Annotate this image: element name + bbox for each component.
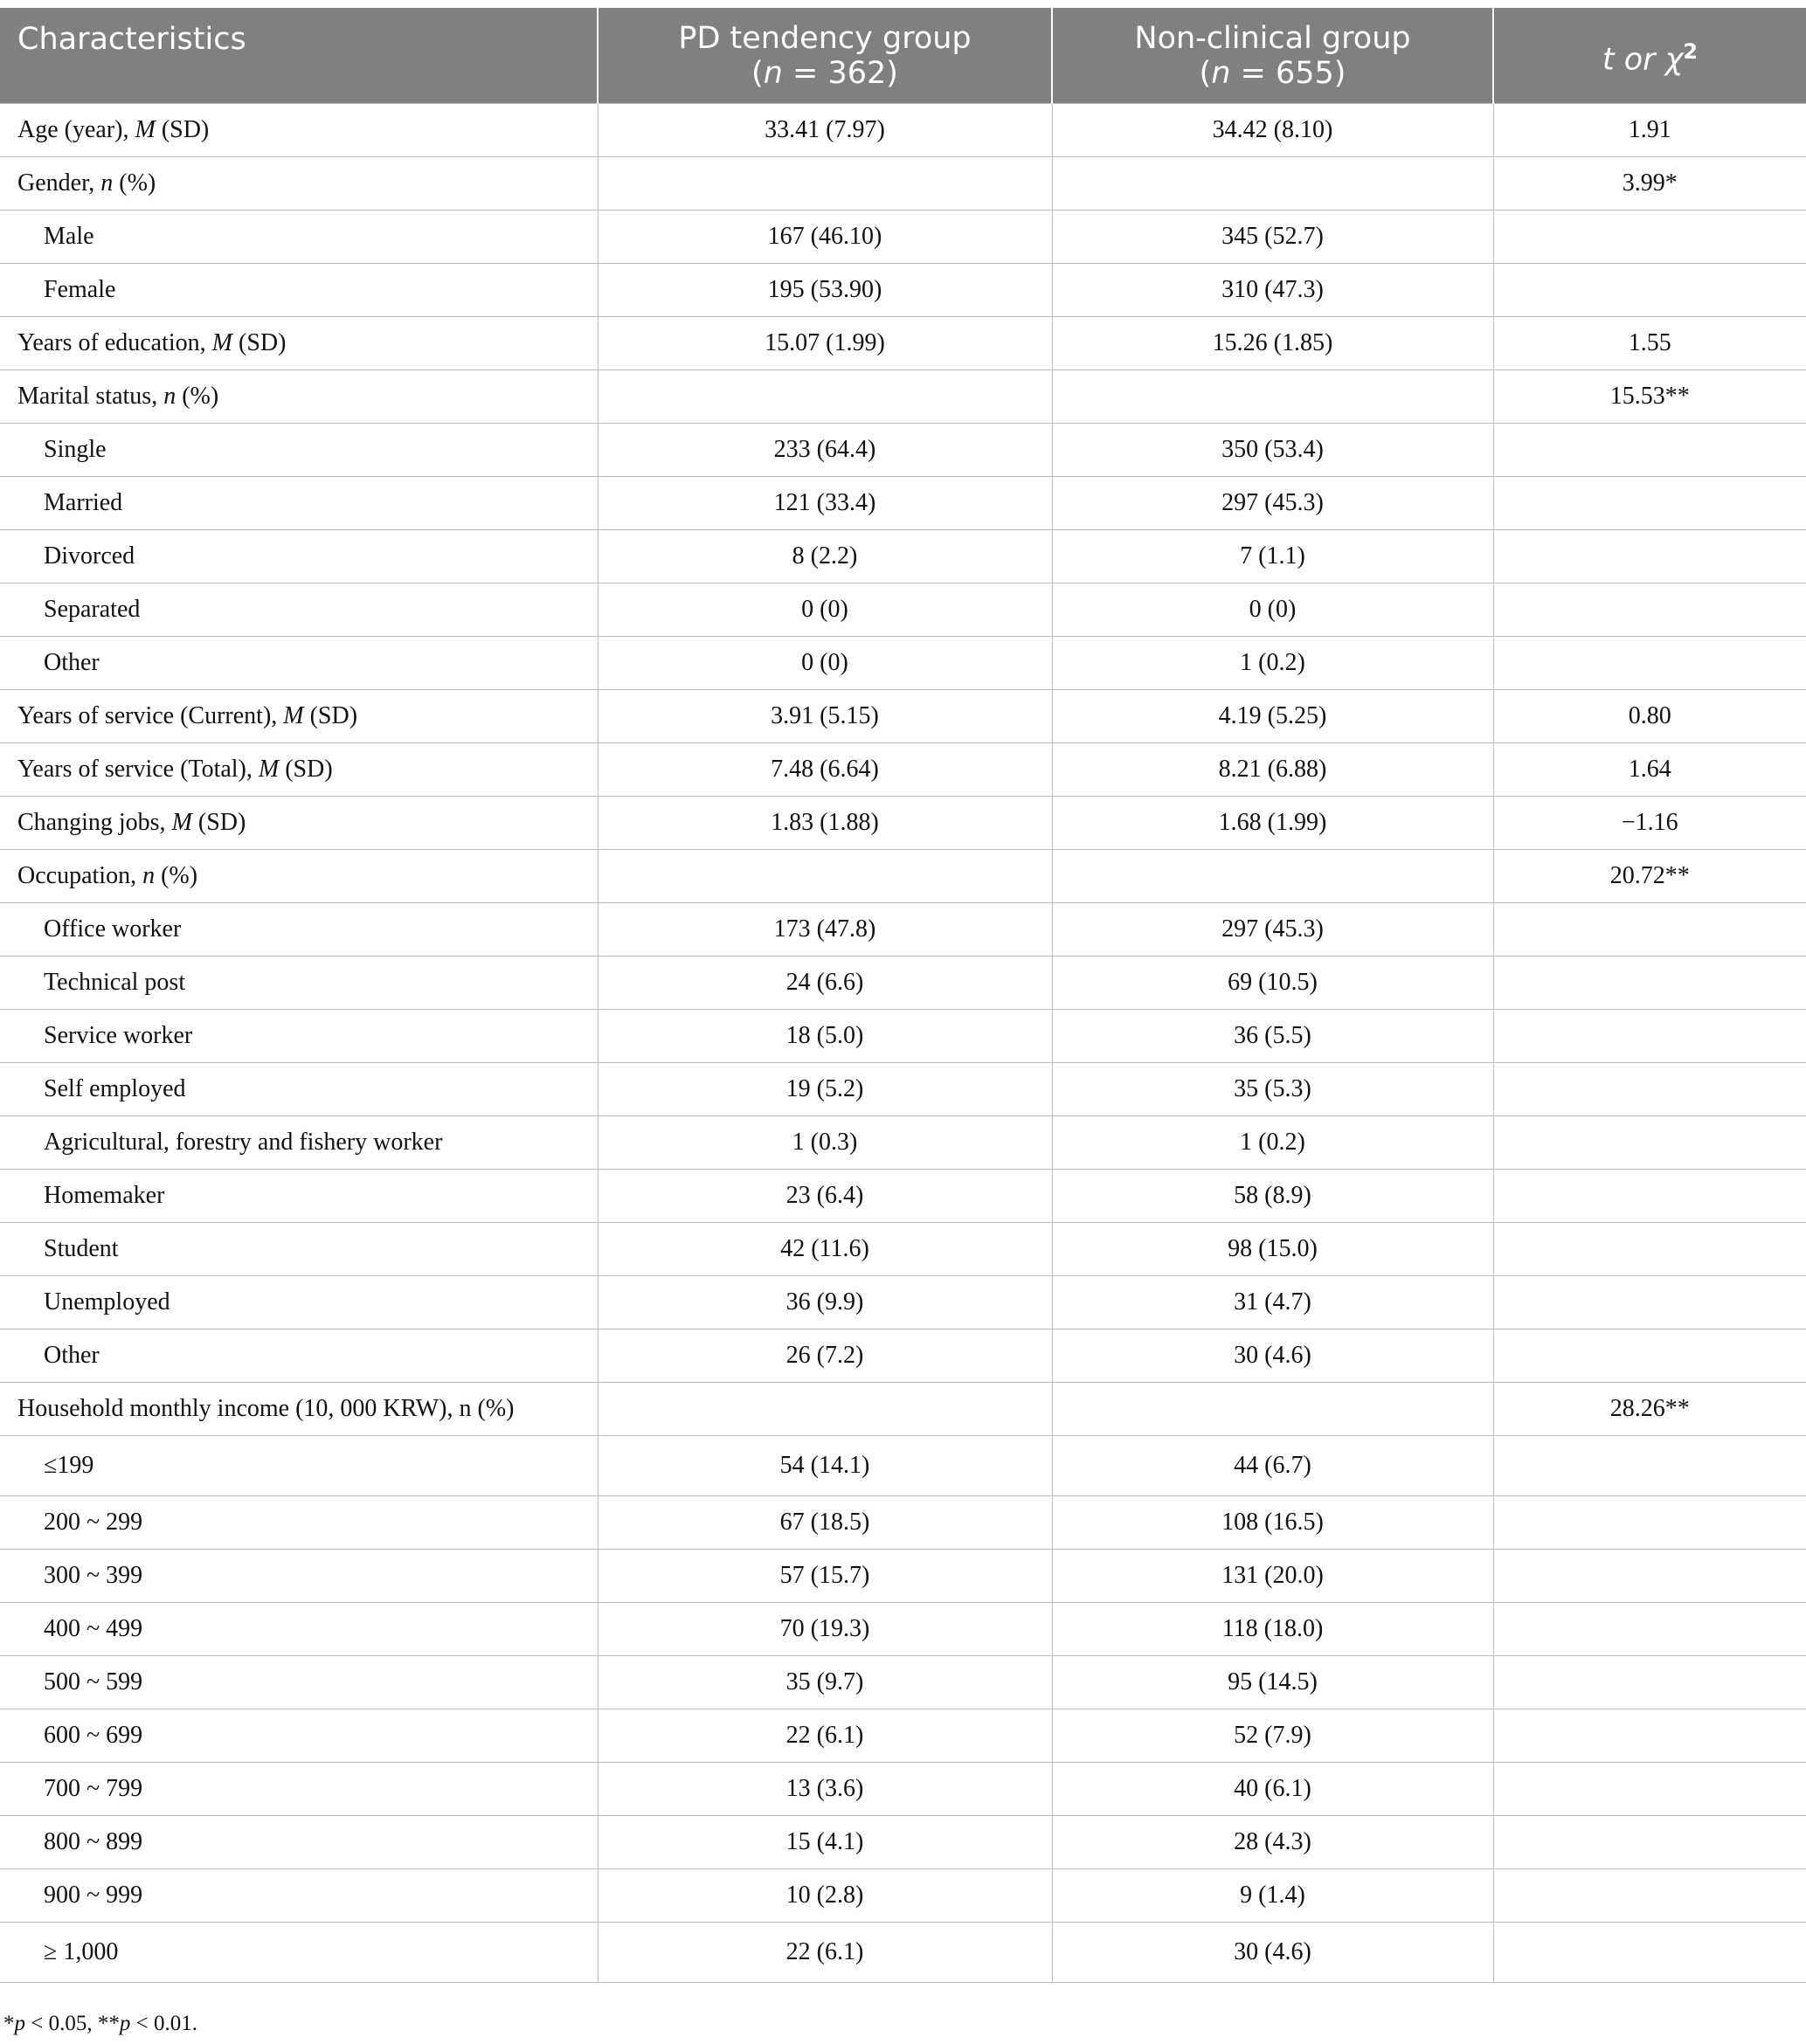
pd-group-value — [598, 850, 1052, 903]
row-label-suffix: (SD) — [191, 809, 246, 836]
header-characteristics — [0, 8, 598, 104]
pd-group-value: 3.91 (5.15) — [598, 690, 1052, 743]
pd-group-value: 19 (5.2) — [598, 1063, 1052, 1116]
pd-group-value: 26 (7.2) — [598, 1329, 1052, 1383]
table-row — [0, 1329, 1806, 1383]
footnote-text2: < 0.01. — [130, 2012, 197, 2035]
row-label — [0, 1603, 598, 1656]
statistic-value — [1493, 1010, 1806, 1063]
row-label — [0, 1763, 598, 1816]
pd-group-value: 22 (6.1) — [598, 1923, 1052, 1983]
header-stat-chi: χ — [1664, 42, 1684, 78]
nonclinical-value: 31 (4.7) — [1052, 1276, 1493, 1329]
table-row — [0, 1550, 1806, 1603]
statistic-value — [1493, 1116, 1806, 1170]
pd-group-value: 42 (11.6) — [598, 1223, 1052, 1276]
table-row — [0, 1383, 1806, 1436]
table-row — [0, 317, 1806, 370]
pd-group-value: 233 (64.4) — [598, 424, 1052, 477]
nonclinical-value: 36 (5.5) — [1052, 1010, 1493, 1063]
header-nonclinical-group: Non-clinical group (n = 655) — [1052, 8, 1493, 104]
statistic-value: 20.72** — [1493, 850, 1806, 903]
nonclinical-value: 95 (14.5) — [1052, 1656, 1493, 1709]
row-label-suffix: (SD) — [279, 756, 333, 783]
header-stat-sup: 2 — [1683, 38, 1699, 64]
nonclinical-value: 30 (4.6) — [1052, 1923, 1493, 1983]
row-label — [0, 850, 598, 903]
pd-group-value — [598, 1383, 1052, 1436]
pd-group-value: 0 (0) — [598, 637, 1052, 690]
row-label-text: Service worker — [44, 1022, 193, 1049]
table-row — [0, 1010, 1806, 1063]
row-label-text: Homemaker — [44, 1182, 165, 1209]
statistic-value — [1493, 1329, 1806, 1383]
row-label — [0, 211, 598, 264]
row-label-text: Gender, — [17, 169, 101, 197]
row-label-text: Other — [44, 1342, 100, 1369]
row-label-suffix: (SD) — [232, 329, 287, 356]
statistic-value — [1493, 1603, 1806, 1656]
pd-group-value: 33.41 (7.97) — [598, 104, 1052, 157]
table-row — [0, 1923, 1806, 1983]
pd-group-value: 0 (0) — [598, 584, 1052, 637]
row-label-suffix: (%) — [155, 862, 198, 889]
statistic-value — [1493, 1436, 1806, 1496]
pd-group-value: 35 (9.7) — [598, 1656, 1052, 1709]
row-label-text: 700 ~ 799 — [44, 1775, 143, 1802]
table-row — [0, 264, 1806, 317]
statistic-value — [1493, 637, 1806, 690]
statistic-value: 3.99* — [1493, 157, 1806, 211]
statistic-value — [1493, 1923, 1806, 1983]
row-label — [0, 797, 598, 850]
row-label-text: Household monthly income (10, 000 KRW), n (%) — [17, 1395, 515, 1422]
row-label-italic: M — [283, 702, 304, 729]
table-row — [0, 797, 1806, 850]
table-row — [0, 850, 1806, 903]
row-label-italic: n — [142, 862, 156, 889]
nonclinical-value: 8.21 (6.88) — [1052, 743, 1493, 797]
header-stat-or: or — [1623, 42, 1656, 78]
row-label — [0, 584, 598, 637]
table-row — [0, 637, 1806, 690]
pd-group-value: 67 (18.5) — [598, 1496, 1052, 1550]
statistic-value — [1493, 424, 1806, 477]
nonclinical-value: 310 (47.3) — [1052, 264, 1493, 317]
nonclinical-value: 7 (1.1) — [1052, 530, 1493, 584]
row-label-suffix: (SD) — [303, 702, 358, 729]
table-row — [0, 1436, 1806, 1496]
row-label-italic: n — [100, 169, 114, 197]
table-header — [0, 8, 1806, 104]
row-label-italic: M — [135, 116, 156, 143]
pd-group-value: 36 (9.9) — [598, 1276, 1052, 1329]
pd-group-value: 121 (33.4) — [598, 477, 1052, 530]
table-row — [0, 1496, 1806, 1550]
table-row — [0, 1603, 1806, 1656]
row-label — [0, 1276, 598, 1329]
row-label — [0, 424, 598, 477]
header-characteristics-label: Characteristics — [17, 22, 246, 57]
footnote-text1: < 0.05, ** — [25, 2012, 120, 2035]
pd-group-value: 23 (6.4) — [598, 1170, 1052, 1223]
table-row — [0, 690, 1806, 743]
footnote-star: * — [3, 2012, 15, 2035]
row-label — [0, 1550, 598, 1603]
nonclinical-value: 98 (15.0) — [1052, 1223, 1493, 1276]
nonclinical-value: 52 (7.9) — [1052, 1709, 1493, 1763]
header-nonclinical-n-label: n — [1211, 55, 1231, 91]
header-pd-tendency-group: PD tendency group (n = 362) — [598, 8, 1052, 104]
row-label — [0, 1116, 598, 1170]
table-row — [0, 1656, 1806, 1709]
header-statistic — [1493, 8, 1806, 104]
statistic-value: 28.26** — [1493, 1383, 1806, 1436]
nonclinical-value: 345 (52.7) — [1052, 211, 1493, 264]
row-label-suffix: (%) — [113, 169, 156, 197]
row-label — [0, 477, 598, 530]
table-footnote — [3, 2012, 197, 2036]
statistic-value — [1493, 477, 1806, 530]
nonclinical-value — [1052, 850, 1493, 903]
table-row — [0, 1709, 1806, 1763]
row-label-text: Other — [44, 649, 100, 676]
row-label-text: 300 ~ 399 — [44, 1562, 143, 1589]
row-label — [0, 1010, 598, 1063]
row-label — [0, 1816, 598, 1869]
row-label-text: Years of service (Total), — [17, 756, 259, 783]
statistic-value: 1.64 — [1493, 743, 1806, 797]
row-label — [0, 956, 598, 1010]
pd-group-value: 24 (6.6) — [598, 956, 1052, 1010]
nonclinical-value: 30 (4.6) — [1052, 1329, 1493, 1383]
statistic-value — [1493, 1063, 1806, 1116]
row-label — [0, 317, 598, 370]
nonclinical-value: 350 (53.4) — [1052, 424, 1493, 477]
table-row — [0, 211, 1806, 264]
row-label — [0, 1223, 598, 1276]
row-label — [0, 1869, 598, 1923]
pd-group-value: 13 (3.6) — [598, 1763, 1052, 1816]
row-label — [0, 264, 598, 317]
nonclinical-value: 34.42 (8.10) — [1052, 104, 1493, 157]
statistic-value — [1493, 1763, 1806, 1816]
row-label-text: 500 ~ 599 — [44, 1668, 143, 1695]
table-row — [0, 1170, 1806, 1223]
nonclinical-value: 131 (20.0) — [1052, 1550, 1493, 1603]
nonclinical-value: 58 (8.9) — [1052, 1170, 1493, 1223]
statistic-value — [1493, 1496, 1806, 1550]
row-label — [0, 1329, 598, 1383]
header-stat-t: t — [1602, 42, 1615, 78]
table-row — [0, 1816, 1806, 1869]
row-label-text: Technical post — [44, 969, 186, 996]
pd-group-value — [598, 157, 1052, 211]
row-label-text: Single — [44, 436, 107, 463]
row-label-text: Years of education, — [17, 329, 212, 356]
table-row — [0, 1116, 1806, 1170]
row-label — [0, 743, 598, 797]
row-label — [0, 637, 598, 690]
statistic-value — [1493, 211, 1806, 264]
row-label-italic: n — [163, 383, 176, 410]
footnote-p1: p — [14, 2012, 25, 2035]
table-row — [0, 1869, 1806, 1923]
nonclinical-value: 35 (5.3) — [1052, 1063, 1493, 1116]
pd-group-value: 15.07 (1.99) — [598, 317, 1052, 370]
row-label-italic: M — [211, 329, 232, 356]
row-label-text: Agricultural, forestry and fishery worker — [44, 1129, 443, 1156]
pd-group-value: 10 (2.8) — [598, 1869, 1052, 1923]
row-label-italic: M — [171, 809, 192, 836]
row-label — [0, 1170, 598, 1223]
nonclinical-value: 118 (18.0) — [1052, 1603, 1493, 1656]
demographics-table — [0, 8, 1806, 1983]
statistic-value: 0.80 — [1493, 690, 1806, 743]
row-label-text: Unemployed — [44, 1288, 170, 1315]
row-label-text: 600 ~ 699 — [44, 1722, 143, 1749]
row-label-text: Divorced — [44, 542, 135, 570]
statistic-value — [1493, 1816, 1806, 1869]
header-pd-group-n-value: = 362 — [792, 55, 887, 91]
statistic-value — [1493, 1550, 1806, 1603]
table-row — [0, 743, 1806, 797]
pd-group-value: 70 (19.3) — [598, 1603, 1052, 1656]
row-label-text: 200 ~ 299 — [44, 1509, 143, 1536]
pd-group-value: 15 (4.1) — [598, 1816, 1052, 1869]
row-label-text: Occupation, — [17, 862, 143, 889]
header-pd-group-label: PD tendency group — [678, 20, 972, 56]
row-label-suffix: (SD) — [155, 116, 210, 143]
table-row — [0, 370, 1806, 424]
nonclinical-value: 1 (0.2) — [1052, 1116, 1493, 1170]
statistic-value — [1493, 1709, 1806, 1763]
pd-group-value: 7.48 (6.64) — [598, 743, 1052, 797]
row-label-text: Self employed — [44, 1075, 186, 1102]
nonclinical-value: 108 (16.5) — [1052, 1496, 1493, 1550]
row-label — [0, 1656, 598, 1709]
table-row — [0, 1223, 1806, 1276]
nonclinical-value: 69 (10.5) — [1052, 956, 1493, 1010]
row-label — [0, 690, 598, 743]
row-label — [0, 1709, 598, 1763]
pd-group-value: 1 (0.3) — [598, 1116, 1052, 1170]
table-row — [0, 584, 1806, 637]
row-label-text: Years of service (Current), — [17, 702, 284, 729]
row-label-text: ≤199 — [44, 1452, 94, 1479]
nonclinical-value: 297 (45.3) — [1052, 903, 1493, 956]
pd-group-value — [598, 370, 1052, 424]
row-label — [0, 903, 598, 956]
table-row — [0, 424, 1806, 477]
row-label-text: Age (year), — [17, 116, 135, 143]
pd-group-value: 195 (53.90) — [598, 264, 1052, 317]
row-label — [0, 1496, 598, 1550]
table-body — [0, 104, 1806, 1983]
statistic-value — [1493, 264, 1806, 317]
statistic-value — [1493, 1869, 1806, 1923]
row-label — [0, 1923, 598, 1983]
row-label-text: Changing jobs, — [17, 809, 172, 836]
pd-group-value: 18 (5.0) — [598, 1010, 1052, 1063]
statistic-value: 1.55 — [1493, 317, 1806, 370]
row-label — [0, 530, 598, 584]
header-nonclinical-label: Non-clinical group — [1134, 20, 1411, 56]
nonclinical-value: 40 (6.1) — [1052, 1763, 1493, 1816]
pd-group-value: 1.83 (1.88) — [598, 797, 1052, 850]
row-label-text: Marital status, — [17, 383, 164, 410]
demographics-table-container — [0, 8, 1806, 1983]
header-pd-group-n-label: n — [763, 55, 783, 91]
header-nonclinical-n-value: = 655 — [1240, 55, 1334, 91]
pd-group-value: 22 (6.1) — [598, 1709, 1052, 1763]
row-label-suffix: (%) — [176, 383, 219, 410]
statistic-value — [1493, 530, 1806, 584]
row-label-text: 400 ~ 499 — [44, 1615, 143, 1642]
header-row — [0, 8, 1806, 104]
row-label — [0, 157, 598, 211]
row-label-text: Student — [44, 1235, 119, 1262]
row-label-italic: M — [258, 756, 280, 783]
statistic-value — [1493, 1276, 1806, 1329]
pd-group-value: 54 (14.1) — [598, 1436, 1052, 1496]
statistic-value: −1.16 — [1493, 797, 1806, 850]
nonclinical-value: 0 (0) — [1052, 584, 1493, 637]
statistic-value — [1493, 903, 1806, 956]
statistic-value: 1.91 — [1493, 104, 1806, 157]
row-label — [0, 1383, 598, 1436]
table-row — [0, 1276, 1806, 1329]
statistic-value — [1493, 1656, 1806, 1709]
statistic-value — [1493, 956, 1806, 1010]
row-label-text: Separated — [44, 596, 141, 623]
row-label-text: Office worker — [44, 915, 182, 943]
nonclinical-value — [1052, 370, 1493, 424]
nonclinical-value: 9 (1.4) — [1052, 1869, 1493, 1923]
table-row — [0, 477, 1806, 530]
statistic-value — [1493, 584, 1806, 637]
row-label-text: Male — [44, 223, 94, 250]
statistic-value — [1493, 1170, 1806, 1223]
row-label — [0, 1436, 598, 1496]
statistic-value: 15.53** — [1493, 370, 1806, 424]
row-label — [0, 104, 598, 157]
nonclinical-value: 15.26 (1.85) — [1052, 317, 1493, 370]
row-label-text: ≥ 1,000 — [44, 1938, 119, 1965]
footnote-p2: p — [119, 2012, 131, 2035]
pd-group-value: 57 (15.7) — [598, 1550, 1052, 1603]
row-label — [0, 1063, 598, 1116]
table-row — [0, 530, 1806, 584]
nonclinical-value: 28 (4.3) — [1052, 1816, 1493, 1869]
nonclinical-value — [1052, 1383, 1493, 1436]
table-row — [0, 157, 1806, 211]
row-label-text: 900 ~ 999 — [44, 1882, 143, 1909]
table-row — [0, 1763, 1806, 1816]
row-label-text: Married — [44, 489, 123, 516]
nonclinical-value: 1 (0.2) — [1052, 637, 1493, 690]
nonclinical-value: 297 (45.3) — [1052, 477, 1493, 530]
row-label — [0, 370, 598, 424]
table-row — [0, 1063, 1806, 1116]
nonclinical-value — [1052, 157, 1493, 211]
pd-group-value: 173 (47.8) — [598, 903, 1052, 956]
pd-group-value: 167 (46.10) — [598, 211, 1052, 264]
nonclinical-value: 4.19 (5.25) — [1052, 690, 1493, 743]
table-row — [0, 104, 1806, 157]
nonclinical-value: 1.68 (1.99) — [1052, 797, 1493, 850]
table-row — [0, 903, 1806, 956]
row-label-text: 800 ~ 899 — [44, 1828, 143, 1855]
row-label-text: Female — [44, 276, 116, 303]
table-row — [0, 956, 1806, 1010]
pd-group-value: 8 (2.2) — [598, 530, 1052, 584]
statistic-value — [1493, 1223, 1806, 1276]
nonclinical-value: 44 (6.7) — [1052, 1436, 1493, 1496]
